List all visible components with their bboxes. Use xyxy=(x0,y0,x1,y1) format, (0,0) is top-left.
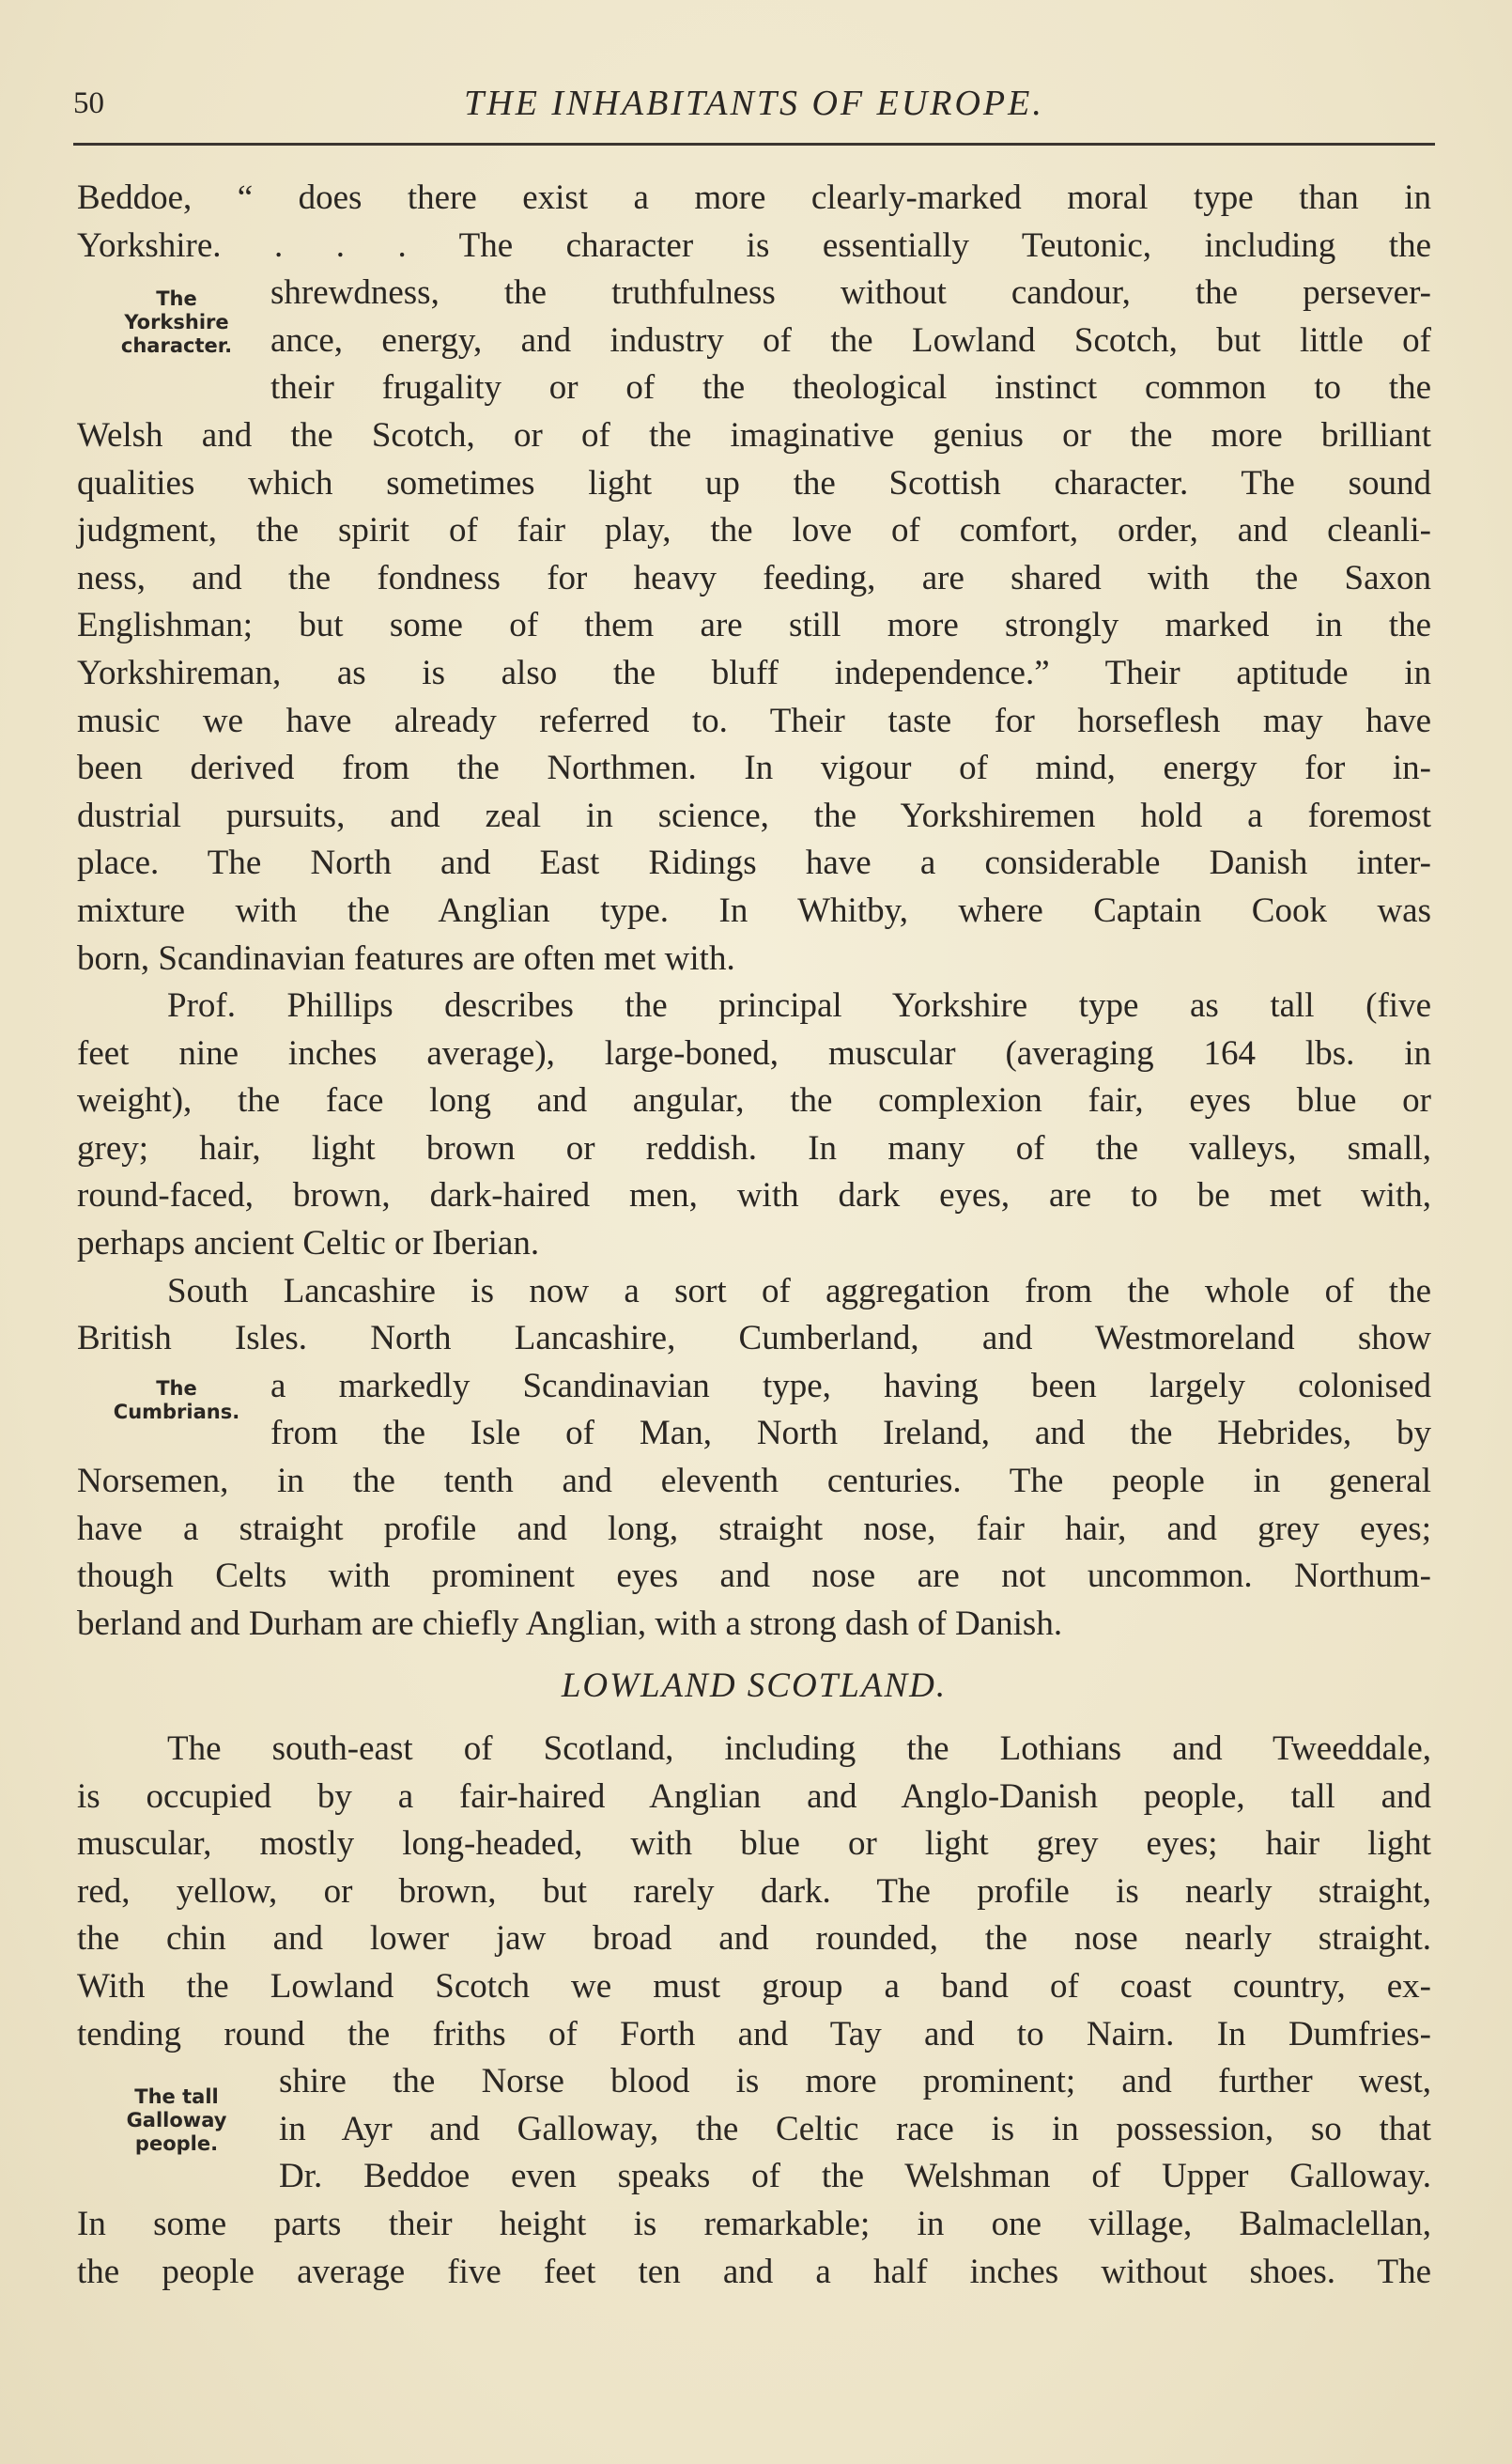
text-line: In some parts their height is remarkable; in one village, Balmaclellan, xyxy=(77,2204,1431,2243)
text-line: perhaps ancient Celtic or Iberian. xyxy=(77,1224,540,1263)
page-header xyxy=(73,83,1435,139)
text-line: the people average five feet ten and a half inches without shoes. The xyxy=(77,2252,1431,2291)
sidenote-line: Cumbrians. xyxy=(113,1401,240,1423)
text-line: shrewdness, the truthfulness without candour, the persever- xyxy=(270,273,1431,313)
text-line: round-faced, brown, dark-haired men, with dark eyes, are to be met with, xyxy=(77,1176,1431,1216)
text-line: been derived from the Northmen. In vigour of mind, energy for in- xyxy=(77,749,1431,788)
text-line: feet nine inches average), large-boned, muscular (averaging 164 lbs. in xyxy=(77,1033,1431,1073)
text-line: from the Isle of Man, North Ireland, and the Hebrides, by xyxy=(270,1414,1431,1453)
text-line: mixture with the Anglian type. In Whitby, where Captain Cook was xyxy=(77,891,1431,930)
sidenote-line: character. xyxy=(120,334,233,357)
text-line: The south-east of Scotland, including the Lothians and Tweeddale, xyxy=(167,1729,1431,1768)
text-line: the chin and lower jaw broad and rounded, the nose nearly straight. xyxy=(77,1919,1431,1959)
text-line: weight), the face long and angular, the complexion fair, eyes blue or xyxy=(77,1081,1431,1121)
section-heading: LOWLAND SCOTLAND. xyxy=(561,1666,948,1706)
text-line: place. The North and East Ridings have a considerable Danish inter- xyxy=(77,844,1431,883)
text-line: though Celts with prominent eyes and nose are not uncommon. Northum- xyxy=(77,1557,1431,1596)
text-line: Yorkshire. . . . The character is essentially Teutonic, including the xyxy=(77,225,1431,265)
text-line: is occupied by a fair-haired Anglian and Anglo-Danish people, tall and xyxy=(77,1776,1431,1816)
text-line: in Ayr and Galloway, the Celtic race is in possession, so that xyxy=(279,2109,1431,2148)
sidenote-line: people. xyxy=(134,2132,219,2155)
header-rule xyxy=(73,143,1435,146)
text-line: tending round the friths of Forth and Tay and to Nairn. In Dumfries- xyxy=(77,2014,1431,2053)
sidenote-line: The xyxy=(156,287,197,310)
text-line: muscular, mostly long-headed, with blue or light grey eyes; hair light xyxy=(77,1824,1431,1864)
body-text xyxy=(77,175,1431,2296)
running-title: THE INHABITANTS OF EUROPE. xyxy=(464,84,1044,123)
text-line: red, yellow, or brown, but rarely dark. The profile is nearly straight, xyxy=(77,1871,1431,1911)
text-line: British Isles. North Lancashire, Cumberland, and Westmoreland show xyxy=(77,1319,1431,1358)
text-line: Dr. Beddoe even speaks of the Welshman of Upper Galloway. xyxy=(279,2157,1431,2196)
text-line: Yorkshireman, as is also the bluff independence.” Their aptitude in xyxy=(77,653,1431,692)
text-line: grey; hair, light brown or reddish. In many of the valleys, small, xyxy=(77,1128,1431,1168)
text-line: Welsh and the Scotch, or of the imaginative genius or the more brilliant xyxy=(77,415,1431,455)
text-line: judgment, the spirit of fair play, the love of comfort, order, and cleanli- xyxy=(77,511,1431,550)
text-line: Englishman; but some of them are still more strongly marked in the xyxy=(77,606,1431,645)
text-line: born, Scandinavian features are often met with. xyxy=(77,938,735,978)
sidenote-line: The tall xyxy=(134,2085,219,2108)
text-line: their frugality or of the theological instinct common to the xyxy=(270,368,1431,408)
page-number: 50 xyxy=(73,86,104,120)
text-line: With the Lowland Scotch we must group a band of coast country, ex- xyxy=(77,1966,1431,2006)
text-line: Prof. Phillips describes the principal Yorkshire type as tall (five xyxy=(167,986,1431,1026)
text-line: qualities which sometimes light up the Scottish character. The sound xyxy=(77,463,1431,503)
text-line: Norsemen, in the tenth and eleventh centuries. The people in general xyxy=(77,1462,1431,1501)
text-line: have a straight profile and long, straight nose, fair hair, and grey eyes; xyxy=(77,1509,1431,1548)
sidenote-line: The xyxy=(156,1377,197,1400)
text-line: ness, and the fondness for heavy feeding, are shared with the Saxon xyxy=(77,558,1431,597)
sidenote-line: Galloway xyxy=(126,2109,227,2131)
sidenote-line: Yorkshire xyxy=(124,311,229,333)
text-line: berland and Durham are chiefly Anglian, with a strong dash of Danish. xyxy=(77,1604,1063,1643)
text-line: dustrial pursuits, and zeal in science, the Yorkshiremen hold a foremost xyxy=(77,796,1431,835)
text-line: shire the Norse blood is more prominent; and further west, xyxy=(279,2062,1431,2101)
text-line: Beddoe, “ does there exist a more clearly-marked moral type than in xyxy=(77,178,1431,217)
text-line: South Lancashire is now a sort of aggregation from the whole of the xyxy=(167,1271,1431,1310)
text-line: ance, energy, and industry of the Lowland Scotch, but little of xyxy=(270,320,1431,360)
text-line: music we have already referred to. Their taste for horseflesh may have xyxy=(77,701,1431,740)
text-line: a markedly Scandinavian type, having been largely colonised xyxy=(270,1366,1431,1405)
